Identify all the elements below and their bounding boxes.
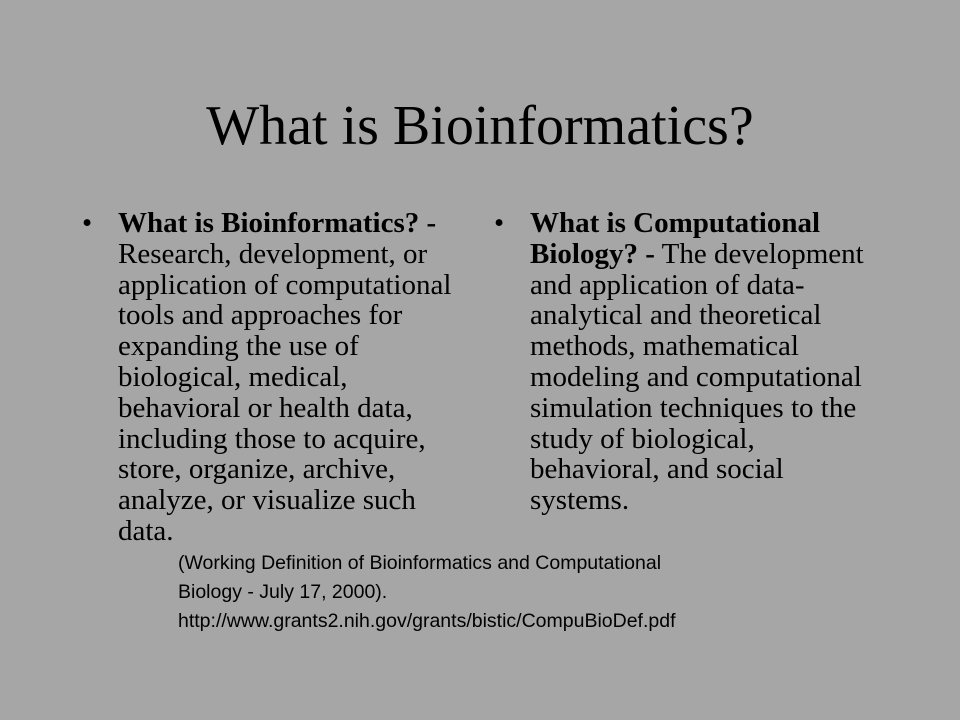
bullet-icon: • bbox=[82, 207, 93, 239]
citation-line-1: (Working Definition of Bioinformatics and Computational bbox=[178, 552, 662, 574]
citation bbox=[178, 549, 878, 636]
computational-biology-definition bbox=[494, 208, 886, 516]
citation-url: http://www.grants2.nih.gov/grants/bistic/CompuBioDef.pdf bbox=[178, 610, 676, 632]
bioinformatics-definition-text: Research, development, or application of computational tools and approaches for expanding the use of biological, medical, behavioral or health data, including those to acquire, store, organize, archive, analyze, or visualize such data. bbox=[118, 237, 452, 547]
bioinformatics-term: What is Bioinformatics? - bbox=[118, 207, 437, 239]
bullet-item-bioinformatics bbox=[82, 208, 462, 547]
bullet-icon: • bbox=[494, 207, 505, 239]
computational-biology-definition-text: The development and application of data-analytical and theoretical methods, mathematical modeling and computational simulation techniques to the study of biological, behavioral, and social systems. bbox=[530, 237, 864, 517]
bioinformatics-definition bbox=[82, 208, 462, 547]
slide-title: What is Bioinformatics? bbox=[206, 95, 754, 157]
computational-biology-term: What is Computational Biology? - bbox=[530, 207, 821, 270]
bullet-item-computational-biology bbox=[494, 208, 886, 516]
citation-line-2: Biology - July 17, 2000). bbox=[178, 581, 388, 603]
